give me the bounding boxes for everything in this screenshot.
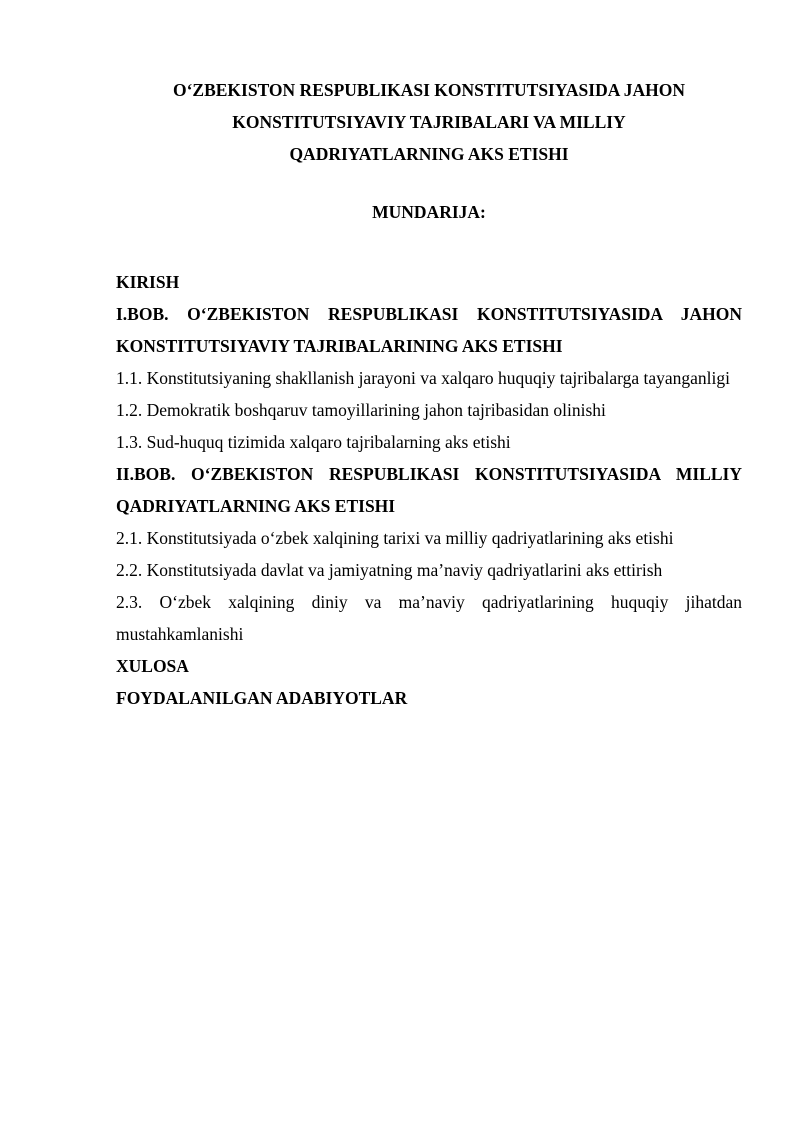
title-line-2: KONSTITUTSIYAVIY TAJRIBALARI VA MILLIY (232, 112, 626, 132)
document-page (116, 74, 742, 714)
contents-heading: MUNDARIJA: (372, 202, 486, 222)
toc-item-chapter-2: II.BOB. O‘ZBEKISTON RESPUBLIKASI KONSTITUTSIYASIDA MILLIY QADRIYATLARNING AKS ETISHI (116, 464, 742, 516)
document-title (116, 74, 742, 170)
toc-item-chapter-1: I.BOB. O‘ZBEKISTON RESPUBLIKASI KONSTITUTSIYASIDA JAHON KONSTITUTSIYAVIY TAJRIBALARINING AKS ETISHI (116, 304, 742, 356)
table-of-contents (116, 266, 742, 714)
toc-item-section-2-3: 2.3. O‘zbek xalqining diniy va ma’naviy qadriyatlarining huquqiy jihatdan mustahkamlanishi (116, 592, 742, 644)
toc-item-section-2-2: 2.2. Konstitutsiyada davlat va jamiyatning ma’naviy qadriyatlarini aks ettirish (116, 560, 663, 580)
title-line-3: QADRIYATLARNING AKS ETISHI (289, 144, 569, 164)
toc-item-section-1-1: 1.1. Konstitutsiyaning shakllanish jarayoni va xalqaro huquqiy tajribalarga tayanganligi (116, 368, 730, 388)
toc-item-section-1-3: 1.3. Sud-huquq tizimida xalqaro tajribalarning aks etishi (116, 432, 511, 452)
toc-item-references: FOYDALANILGAN ADABIYOTLAR (116, 688, 408, 708)
toc-item-section-1-2: 1.2. Demokratik boshqaruv tamoyillarining jahon tajribasidan olinishi (116, 400, 606, 420)
toc-item-conclusion: XULOSA (116, 656, 189, 676)
toc-item-section-2-1: 2.1. Konstitutsiyada o‘zbek xalqining tarixi va milliy qadriyatlarining aks etishi (116, 528, 674, 548)
toc-item-intro: KIRISH (116, 272, 180, 292)
title-line-1: O‘ZBEKISTON RESPUBLIKASI KONSTITUTSIYASIDA JAHON (172, 80, 686, 100)
